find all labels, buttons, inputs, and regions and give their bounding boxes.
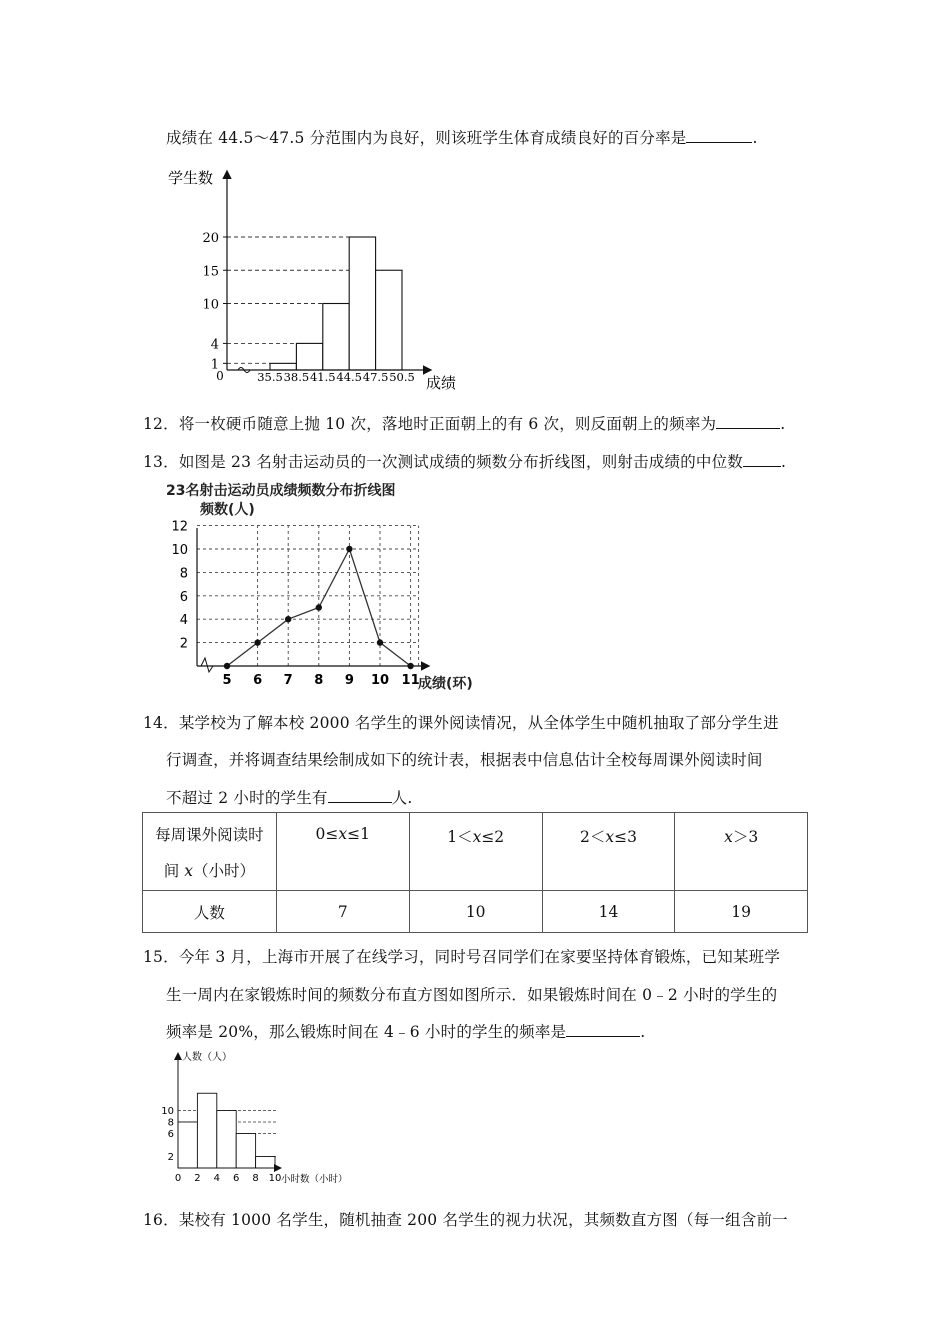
col-var: x (605, 828, 615, 846)
chart2-point-10 (377, 639, 383, 645)
chart3-x-tick-label: 0 (174, 1173, 182, 1184)
header-text-b: （小时） (192, 862, 255, 880)
chart-histogram-scores (160, 160, 460, 398)
chart3-bar-2-4 (197, 1093, 216, 1168)
chart3-ylabel: 人数（人） (182, 1052, 232, 1063)
chart3-xlabel: 小时数（小时） (281, 1174, 348, 1185)
chart2-xlabel: 成绩(环) (418, 676, 473, 692)
chart3-bar-0-2 (178, 1122, 197, 1168)
chart3-x-tick-label: 2 (194, 1173, 201, 1184)
chart-frequency-polygon (160, 478, 490, 694)
col-b: ≤2 (481, 828, 505, 846)
chart2-y-tick-label: 4 (179, 613, 188, 629)
chart3-y-tick-label: 8 (167, 1117, 174, 1129)
answer-blank (566, 1022, 640, 1037)
chart2-x-ticks (222, 673, 419, 688)
chart2-y-tick-label: 8 (179, 566, 188, 582)
chart-histogram-exercise (158, 1048, 368, 1190)
chart2-y-ticks (171, 520, 188, 652)
chart1-bar-47.5-50.5 (376, 270, 402, 370)
chart1-bar-35.5-38.5 (270, 363, 296, 370)
chart2-point-7 (285, 616, 291, 622)
chart1-x-ticks (257, 370, 415, 384)
table-row-label: 人数 (143, 891, 277, 933)
chart2-points (224, 546, 414, 669)
table-row (143, 891, 808, 933)
chart3-x-tick-label: 4 (213, 1173, 220, 1184)
q13-end: . (781, 453, 787, 471)
table-header-line1: 每周课外阅读时 (155, 826, 264, 844)
chart1-x-tick-label: 38.5 (283, 370, 310, 384)
col-b: ＞3 (732, 828, 759, 846)
table-col-header (409, 813, 542, 891)
table-header-line2 (143, 853, 276, 889)
col-a: 0≤ (315, 825, 339, 843)
chart2-x-tick-label: 11 (401, 673, 420, 688)
chart2-axis-break (201, 658, 213, 672)
q14-line3-text: 不超过 2 小时的学生有 (166, 789, 328, 807)
chart3-x-ticks (175, 1173, 282, 1184)
chart3-bar-4-6 (217, 1111, 236, 1169)
chart2-point-6 (254, 639, 260, 645)
chart1-bars (270, 237, 402, 370)
q14-line3-end: 人. (391, 789, 413, 807)
table-cell-count: 7 (276, 891, 409, 933)
chart2-x-tick-label: 9 (344, 673, 354, 688)
col-b: ≤3 (614, 828, 637, 846)
q12-line (143, 412, 785, 434)
table-cell-count: 19 (675, 891, 808, 933)
chart1-x-tick-label: 50.5 (389, 370, 415, 384)
chart3-y-ticks (161, 1106, 174, 1163)
chart2-x-tick-label: 10 (370, 673, 390, 688)
chart1-y-tick-label: 10 (202, 297, 219, 313)
q11-tail-text: 成绩在 44.5～47.5 分范围内为良好，则该班学生体育成绩良好的百分率是 (166, 129, 687, 147)
chart2-point-5 (224, 663, 230, 669)
chart1-x-tick-label: 35.5 (257, 370, 283, 384)
chart1-origin: 0 (216, 369, 224, 383)
chart1-ylabel: 学生数 (168, 169, 214, 187)
answer-blank (743, 452, 781, 467)
chart2-ylabel: 频数(人) (200, 502, 255, 518)
col-a: 1＜ (447, 828, 473, 846)
answer-blank (686, 128, 752, 143)
reading-time-table (142, 812, 808, 933)
chart1-y-tick-label: 4 (210, 337, 219, 353)
table-header-cell (143, 813, 277, 891)
table-cell-count: 10 (409, 891, 542, 933)
chart1-y-ticks (202, 231, 227, 372)
chart3-x-tick-label: 6 (233, 1173, 240, 1184)
chart1-y-tick-label: 1 (210, 357, 219, 373)
table-col-header (276, 813, 409, 891)
q12-text: 12．将一枚硬币随意上抛 10 次，落地时正面朝上的有 6 次，则反面朝上的频率为 (143, 415, 717, 433)
q15-line1: 15．今年 3 月，上海市开展了在线学习，同时号召同学们在家要坚持体育锻炼，已知某班学 (143, 948, 781, 966)
chart2-grid (197, 526, 419, 666)
header-var: x (184, 862, 193, 880)
q13-text: 13．如图是 23 名射击运动员的一次测试成绩的频数分布折线图，则射击成绩的中位数 (143, 453, 744, 471)
table-cell-count: 14 (542, 891, 675, 933)
q15-end: . (640, 1023, 646, 1041)
col-b: ≤1 (347, 825, 370, 843)
col-a: 2＜ (579, 828, 606, 846)
chart2-y-tick-label: 10 (171, 543, 188, 558)
chart2-x-tick-label: 7 (283, 673, 293, 688)
chart3-x-tick-label: 10 (268, 1173, 282, 1184)
q12-end: . (780, 415, 786, 433)
q16-line: 16．某校有 1000 名学生，随机抽查 200 名学生的视力状况，其频数直方图（每一组含前一 (143, 1211, 788, 1229)
q11-tail-line (166, 126, 758, 148)
q11-end: . (752, 129, 758, 147)
answer-blank (716, 414, 780, 429)
chart2-x-tick-label: 6 (253, 673, 263, 688)
table-col-header (675, 813, 808, 891)
chart1-y-tick-label: 15 (202, 264, 219, 280)
header-text-a: 间 (163, 862, 185, 880)
chart2-y-tick-label: 6 (179, 589, 188, 605)
chart2-y-tick-label: 2 (179, 636, 188, 652)
chart3-x-tick-label: 8 (252, 1173, 259, 1184)
col-var: x (472, 828, 482, 846)
chart1-xlabel: 成绩 (426, 374, 457, 392)
answer-blank (328, 788, 392, 803)
q13-line (143, 450, 786, 472)
q14-line3 (166, 786, 412, 808)
chart3-y-tick-label: 2 (167, 1152, 174, 1163)
chart2-x-tick-label: 5 (222, 673, 232, 688)
chart1-x-tick-label: 41.5 (309, 370, 336, 384)
chart3-y-tick-label: 10 (161, 1106, 174, 1117)
col-var: x (338, 825, 348, 843)
q15-line2: 生一周内在家锻炼时间的频数分布直方图如图所示．如果锻炼时间在 0﹣2 小时的学生的 (166, 986, 778, 1004)
chart1-bar-44.5-47.5 (349, 237, 375, 370)
chart1-x-tick-label: 47.5 (362, 370, 389, 384)
chart1-x-tick-label: 44.5 (336, 370, 363, 384)
table-col-header (542, 813, 675, 891)
chart1-bar-41.5-44.5 (323, 304, 349, 371)
chart1-y-tick-label: 20 (202, 231, 219, 246)
chart1-bar-38.5-41.5 (296, 343, 322, 370)
q14-line1: 14．某学校为了解本校 2000 名学生的课外阅读情况，从全体学生中随机抽取了部分学生进 (143, 714, 779, 732)
col-var: x (724, 828, 733, 846)
chart2-point-8 (316, 604, 322, 610)
q15-line3-text: 频率是 20%，那么锻炼时间在 4﹣6 小时的学生的频率是 (166, 1023, 567, 1041)
chart2-point-11 (407, 663, 413, 669)
chart3-bar-8-10 (256, 1157, 275, 1169)
chart3-y-tick-label: 6 (167, 1129, 174, 1140)
chart2-title: 23名射击运动员成绩频数分布折线图 (166, 483, 396, 499)
chart2-point-9 (346, 546, 352, 552)
chart3-bar-6-8 (236, 1134, 255, 1169)
chart2-x-tick-label: 8 (314, 673, 324, 688)
table-header-row (143, 813, 808, 891)
chart2-y-tick-label: 12 (171, 519, 188, 535)
q14-line2: 行调查，并将调查结果绘制成如下的统计表，根据表中信息估计全校每周课外阅读时间 (166, 751, 763, 769)
q15-line3 (166, 1020, 645, 1042)
chart3-bars (178, 1093, 275, 1168)
